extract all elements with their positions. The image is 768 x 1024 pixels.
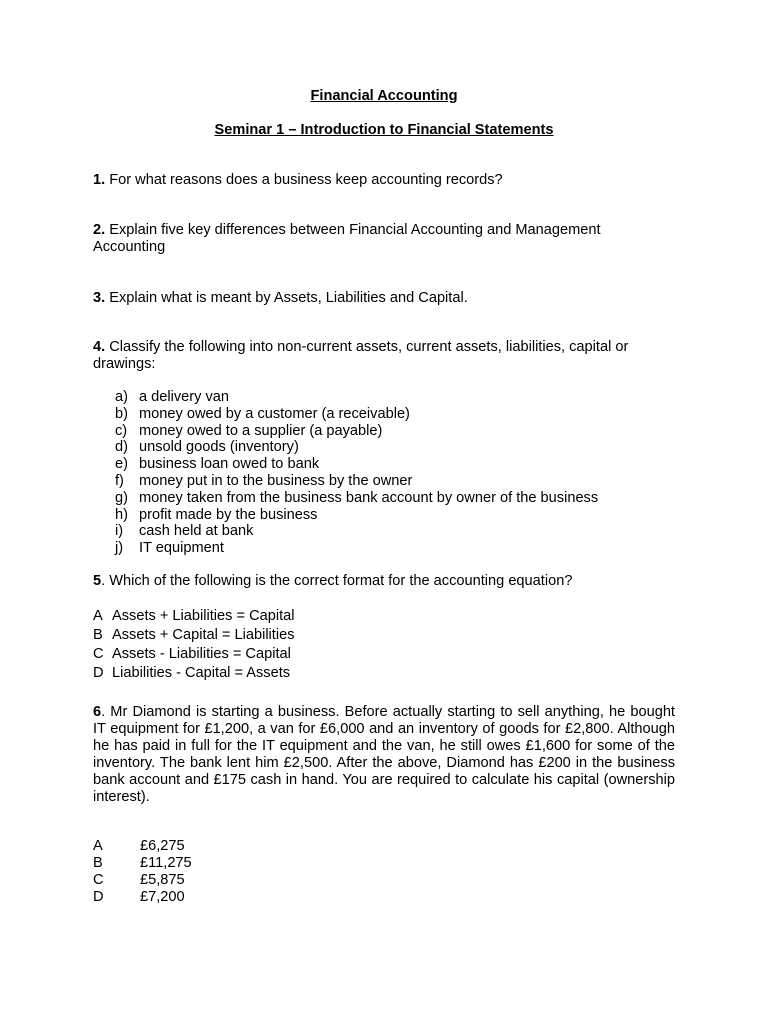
list-item-label: a) bbox=[115, 389, 128, 405]
list-item bbox=[115, 423, 598, 440]
question-2 bbox=[93, 222, 675, 256]
option-text: Liabilities - Capital = Assets bbox=[112, 665, 291, 681]
list-item bbox=[115, 507, 598, 524]
question-5-text: . Which of the following is the correct format for the accounting equation? bbox=[101, 573, 573, 589]
list-item bbox=[115, 540, 598, 557]
list-item-text: a delivery van bbox=[139, 389, 230, 405]
list-item-label: f) bbox=[115, 472, 124, 489]
option-label: C bbox=[93, 646, 104, 662]
question-1-text: For what reasons does a business keep accounting records? bbox=[105, 172, 503, 188]
list-item bbox=[115, 523, 598, 540]
option-text: £7,200 bbox=[140, 889, 185, 905]
list-item-label: e) bbox=[115, 456, 128, 473]
option-label: D bbox=[93, 889, 104, 905]
list-item bbox=[93, 646, 295, 665]
question-6 bbox=[93, 704, 675, 806]
list-item-label: g) bbox=[115, 489, 128, 506]
list-item bbox=[115, 456, 598, 473]
question-6-options bbox=[93, 838, 192, 906]
option-label: D bbox=[93, 665, 104, 681]
option-text: £5,875 bbox=[140, 872, 185, 888]
list-item-text: money owed by a customer (a receivable) bbox=[139, 405, 410, 422]
list-item-text: unsold goods (inventory) bbox=[139, 439, 299, 456]
list-item bbox=[115, 490, 598, 507]
option-label: B bbox=[93, 627, 103, 643]
question-5 bbox=[93, 573, 675, 590]
question-4 bbox=[93, 339, 675, 373]
list-item-label: c) bbox=[115, 422, 128, 439]
option-label: A bbox=[93, 608, 103, 624]
question-6-number: 6 bbox=[93, 704, 102, 720]
list-item bbox=[93, 838, 192, 855]
question-3 bbox=[93, 290, 675, 307]
list-item bbox=[93, 608, 295, 627]
list-item-label: b) bbox=[115, 405, 128, 422]
option-text: £11,275 bbox=[140, 855, 192, 871]
list-item-text: business loan owed to bank bbox=[139, 456, 320, 473]
question-3-text: Explain what is meant by Assets, Liabilities and Capital. bbox=[105, 290, 468, 306]
list-item-text: cash held at bank bbox=[139, 523, 254, 540]
list-item bbox=[93, 665, 295, 684]
list-item-label: d) bbox=[115, 439, 128, 456]
list-item bbox=[115, 439, 598, 456]
question-4-items bbox=[115, 389, 598, 557]
list-item bbox=[115, 406, 598, 423]
document-page bbox=[93, 0, 675, 1024]
list-item-text: IT equipment bbox=[139, 540, 224, 557]
list-item bbox=[93, 889, 192, 906]
list-item bbox=[115, 473, 598, 490]
list-item-text: money taken from the business bank account by owner of the business bbox=[139, 489, 599, 506]
question-1-number: 1. bbox=[93, 172, 106, 188]
option-label: B bbox=[93, 855, 103, 871]
list-item-text: money put in to the business by the owner bbox=[139, 472, 413, 489]
option-text: Assets - Liabilities = Capital bbox=[112, 646, 291, 662]
list-item-text: profit made by the business bbox=[139, 506, 318, 523]
question-2-text: Explain five key differences between Financial Accounting and Management Accounting bbox=[93, 222, 601, 255]
option-text: £6,275 bbox=[140, 838, 185, 854]
question-4-number: 4. bbox=[93, 339, 106, 355]
option-label: A bbox=[93, 838, 103, 854]
list-item bbox=[93, 855, 192, 872]
document-title: Financial Accounting bbox=[310, 88, 458, 104]
list-item bbox=[93, 872, 192, 889]
option-label: C bbox=[93, 872, 104, 888]
list-item-text: money owed to a supplier (a payable) bbox=[139, 422, 383, 439]
option-text: Assets + Capital = Liabilities bbox=[112, 627, 295, 643]
question-3-number: 3. bbox=[93, 290, 106, 306]
document-subtitle: Seminar 1 – Introduction to Financial Statements bbox=[214, 122, 554, 138]
list-item-label: j) bbox=[115, 540, 124, 557]
option-text: Assets + Liabilities = Capital bbox=[112, 608, 295, 624]
question-5-options bbox=[93, 608, 295, 684]
question-6-text: . Mr Diamond is starting a business. Before actually starting to sell anything, he bought IT equipment for £1,200, a van for £6,000 and an inventory of goods for £2,800. Although he has paid in full for the IT equipment and the van, he still owes £1,600 for some of the inventory. The bank lent him £2,500. After the above, Diamond has £200 in the business bank account and £175 cash in hand. You are required to calculate his capital (ownership interest). bbox=[93, 704, 675, 805]
question-5-number: 5 bbox=[93, 573, 102, 589]
list-item-label: h) bbox=[115, 506, 128, 523]
question-4-text: Classify the following into non-current assets, current assets, liabilities, capital or drawings: bbox=[93, 339, 629, 372]
question-2-number: 2. bbox=[93, 222, 106, 238]
question-1 bbox=[93, 172, 675, 189]
list-item bbox=[93, 627, 295, 646]
list-item-label: i) bbox=[115, 523, 124, 540]
list-item bbox=[115, 389, 598, 406]
